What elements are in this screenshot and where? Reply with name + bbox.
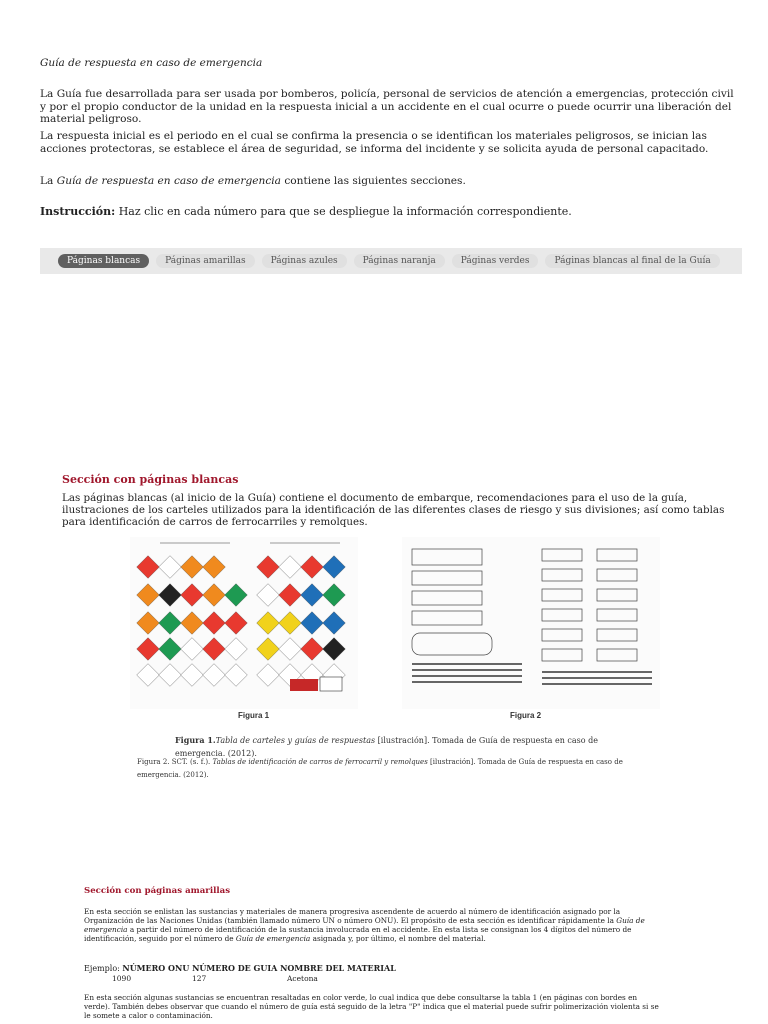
figure-1-image: [130, 537, 358, 709]
tab-paginas-azules[interactable]: Páginas azules: [262, 254, 347, 268]
caption1-label: Figura 1.: [175, 735, 216, 745]
section-tabs: [40, 248, 742, 274]
figures: [120, 537, 665, 722]
example-onu: 1090: [112, 974, 132, 983]
instruction: [40, 206, 740, 219]
para3-prefix: La: [40, 175, 54, 187]
amarillas-guide-italic-2: Guía de emergencia: [235, 933, 311, 943]
tab-paginas-amarillas[interactable]: Páginas amarillas: [156, 254, 255, 268]
tab-paginas-naranja[interactable]: Páginas naranja: [354, 254, 445, 268]
section-amarillas-title: Sección con páginas amarillas: [84, 886, 231, 896]
example-header: [84, 962, 484, 976]
tab-paginas-verdes[interactable]: Páginas verdes: [452, 254, 539, 268]
section-amarillas-body-2: En esta sección algunas sustancias se encuentran resaltadas en color verde, lo cual indica que debe consultarse la tabla 1 (en páginas con bordes en verde). También debes observar que cuando el número de guía está seguido de la letra "P" indica que el material puede sufrir polimerización violenta si se le somete a calor o contaminación.: [84, 993, 659, 1020]
figure-2-image: [402, 537, 660, 709]
page-title: Guía de respuesta en caso de emergencia: [40, 57, 263, 69]
intro-paragraph-2: La respuesta inicial es el periodo en el cual se confirma la presencia o se identifican los materiales peligrosos, se inician las acciones protectoras, se establece el área de seguridad, se informa del incidente y se solicita ayuda de personal capacitado.: [40, 130, 709, 155]
para3-suffix: contiene las siguientes secciones.: [284, 175, 466, 187]
amarillas-body-part2: a partir del número de identificación de la sustancia involucrada en el accidente. En esta lista se consignan los 4 dígitos del número de identificación, seguido por el número de: [84, 924, 632, 943]
section-amarillas-body: [84, 908, 659, 944]
tab-paginas-blancas[interactable]: Páginas blancas: [58, 254, 149, 268]
railcars-illustration: [402, 537, 660, 709]
figure-1-label: Figura 1: [238, 711, 270, 720]
intro-paragraph-3: [40, 175, 740, 188]
example-label: Ejemplo:: [84, 964, 120, 973]
caption1-title: Tabla de carteles y guías de respuestas: [215, 736, 376, 745]
caption2-title: Tablas de identificación de carros de ferrocarril y remolques: [212, 758, 428, 766]
figure-2-label: Figura 2: [510, 711, 542, 720]
example-columns: NÚMERO ONU NÚMERO DE GUIA NOMBRE DEL MATERIAL: [122, 963, 396, 973]
amarillas-body-part1: En esta sección se enlistan las sustancias y materiales de manera progresiva ascendente de acuerdo al número de identificación asignado por la Organización de las Naciones Unidas (también llamado número UN o número ONU). El propósito de esta sección es identificar rápidamente la: [84, 907, 621, 925]
instruction-text: Haz clic en cada número para que se despliegue la información correspondiente.: [118, 205, 572, 218]
caption1-rest: [ilustración]. Tomada de Guía de respuesta en caso de emergencia. (2012).: [175, 736, 598, 758]
tab-paginas-blancas-final[interactable]: Páginas blancas al final de la Guía: [545, 254, 719, 268]
section-blancas-title: Sección con páginas blancas: [62, 473, 239, 486]
example-name: Acetona: [287, 974, 318, 983]
placards-illustration: [130, 537, 358, 709]
caption2-prefix: Figura 2. SCT. (s. f.).: [137, 758, 211, 766]
caption2-rest: [ilustración]. Tomada de Guía de respuesta en caso de emergencia. (2012).: [137, 758, 623, 779]
intro-paragraph-1: La Guía fue desarrollada para ser usada por bomberos, policía, personal de servicios de atención a emergencias, protección civil y por el propio conductor de la unidad en la respuesta inicial a un accidente en el cual ocurre o puede ocurrir una liberación del material peligroso.: [40, 88, 734, 125]
amarillas-guide-italic-1: Guía de emergencia: [84, 915, 645, 934]
section-blancas-body: Las páginas blancas (al inicio de la Guía) contiene el documento de embarque, recomendaciones para el uso de la guía, ilustraciones de los carteles utilizados para la identificación de las diferentes clases de riesgo y sus divisiones; así como tablas para identificación de carros de ferrocarriles y remolques.: [62, 492, 725, 528]
example-guia: 127: [192, 974, 207, 983]
figure-2-caption: [137, 756, 657, 781]
para3-guide-title: Guía de respuesta en caso de emergencia: [56, 175, 281, 187]
amarillas-body-part3: asignada y, por último, el nombre del material.: [312, 933, 486, 943]
instruction-label: Instrucción:: [40, 205, 116, 218]
